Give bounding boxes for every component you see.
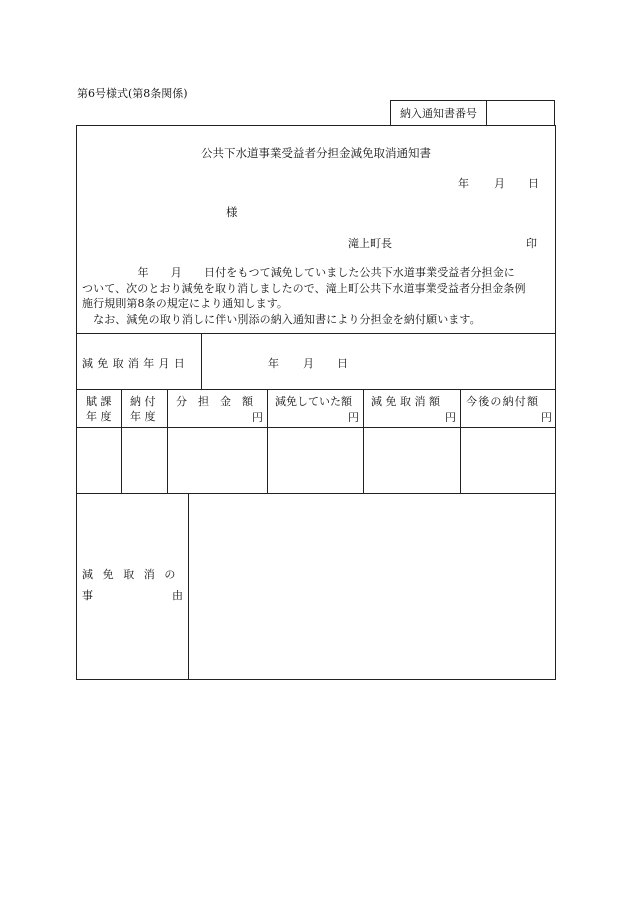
header-future-payment: 今後の納付額 [466, 395, 540, 408]
body-line: 施行規則第8条の規定により通知します。 [82, 297, 289, 310]
cell-assessment-year[interactable] [77, 428, 121, 493]
header-yen-unit: 円 [348, 411, 359, 424]
body-text [82, 265, 552, 327]
header-yen-unit: 円 [541, 411, 552, 424]
notice-number-label: 納入通知書番号 [391, 101, 487, 125]
cancel-date-day: 日 [337, 357, 348, 370]
header-cancelled-amount: 減 免 取 消 額 [371, 395, 440, 408]
date-month: 月 [494, 177, 505, 190]
notice-number-box [390, 100, 555, 125]
body-line: ついて、次のとおり減免を取り消しましたので、滝上町公共下水道事業受益者分担金条例 [82, 281, 526, 295]
reason-label-char: 由 [172, 589, 183, 602]
header-assessment-year: 賦 課 年 度 [86, 395, 112, 423]
cancel-date-label: 減免取消年月日 [82, 357, 190, 370]
form-number: 第6号様式(第8条関係) [77, 87, 188, 100]
cancel-date-month: 月 [303, 357, 314, 370]
seal-mark: 印 [526, 237, 537, 250]
reason-text-field[interactable] [190, 495, 554, 678]
header-contribution-amount: 分 担 金 額 [176, 395, 253, 408]
header-payment-year: 納 付 年 度 [130, 395, 156, 423]
sender-name: 滝上町長 [348, 237, 392, 250]
cell-contribution-amount[interactable] [168, 428, 267, 493]
divider [188, 493, 189, 680]
reason-label-char: 事 [82, 589, 93, 602]
notice-number-field[interactable] [487, 101, 555, 125]
date-year: 年 [458, 177, 469, 190]
reason-label: 減免取消の [82, 568, 185, 581]
form-title: 公共下水道事業受益者分担金減免取消通知書 [201, 146, 431, 160]
cell-cancelled-amount[interactable] [364, 428, 460, 493]
cell-future-payment[interactable] [461, 428, 555, 493]
cancel-date-year: 年 [268, 357, 279, 370]
body-line: 年 月 日付をもつて減免していました公共下水道事業受益者分担金に [82, 266, 515, 279]
divider [76, 493, 556, 494]
cell-exempted-amount[interactable] [268, 428, 363, 493]
header-exempted-amount: 減免していた額 [275, 395, 352, 408]
divider [76, 389, 556, 390]
cell-payment-year[interactable] [122, 428, 167, 493]
addressee-suffix: 様 [226, 205, 238, 219]
body-line: なお、減免の取り消しに伴い別添の納入通知書により分担金を納付願います。 [82, 312, 481, 326]
header-yen-unit: 円 [252, 411, 263, 424]
divider [201, 333, 202, 389]
divider [76, 333, 556, 334]
header-yen-unit: 円 [445, 411, 456, 424]
date-day: 日 [528, 177, 539, 190]
